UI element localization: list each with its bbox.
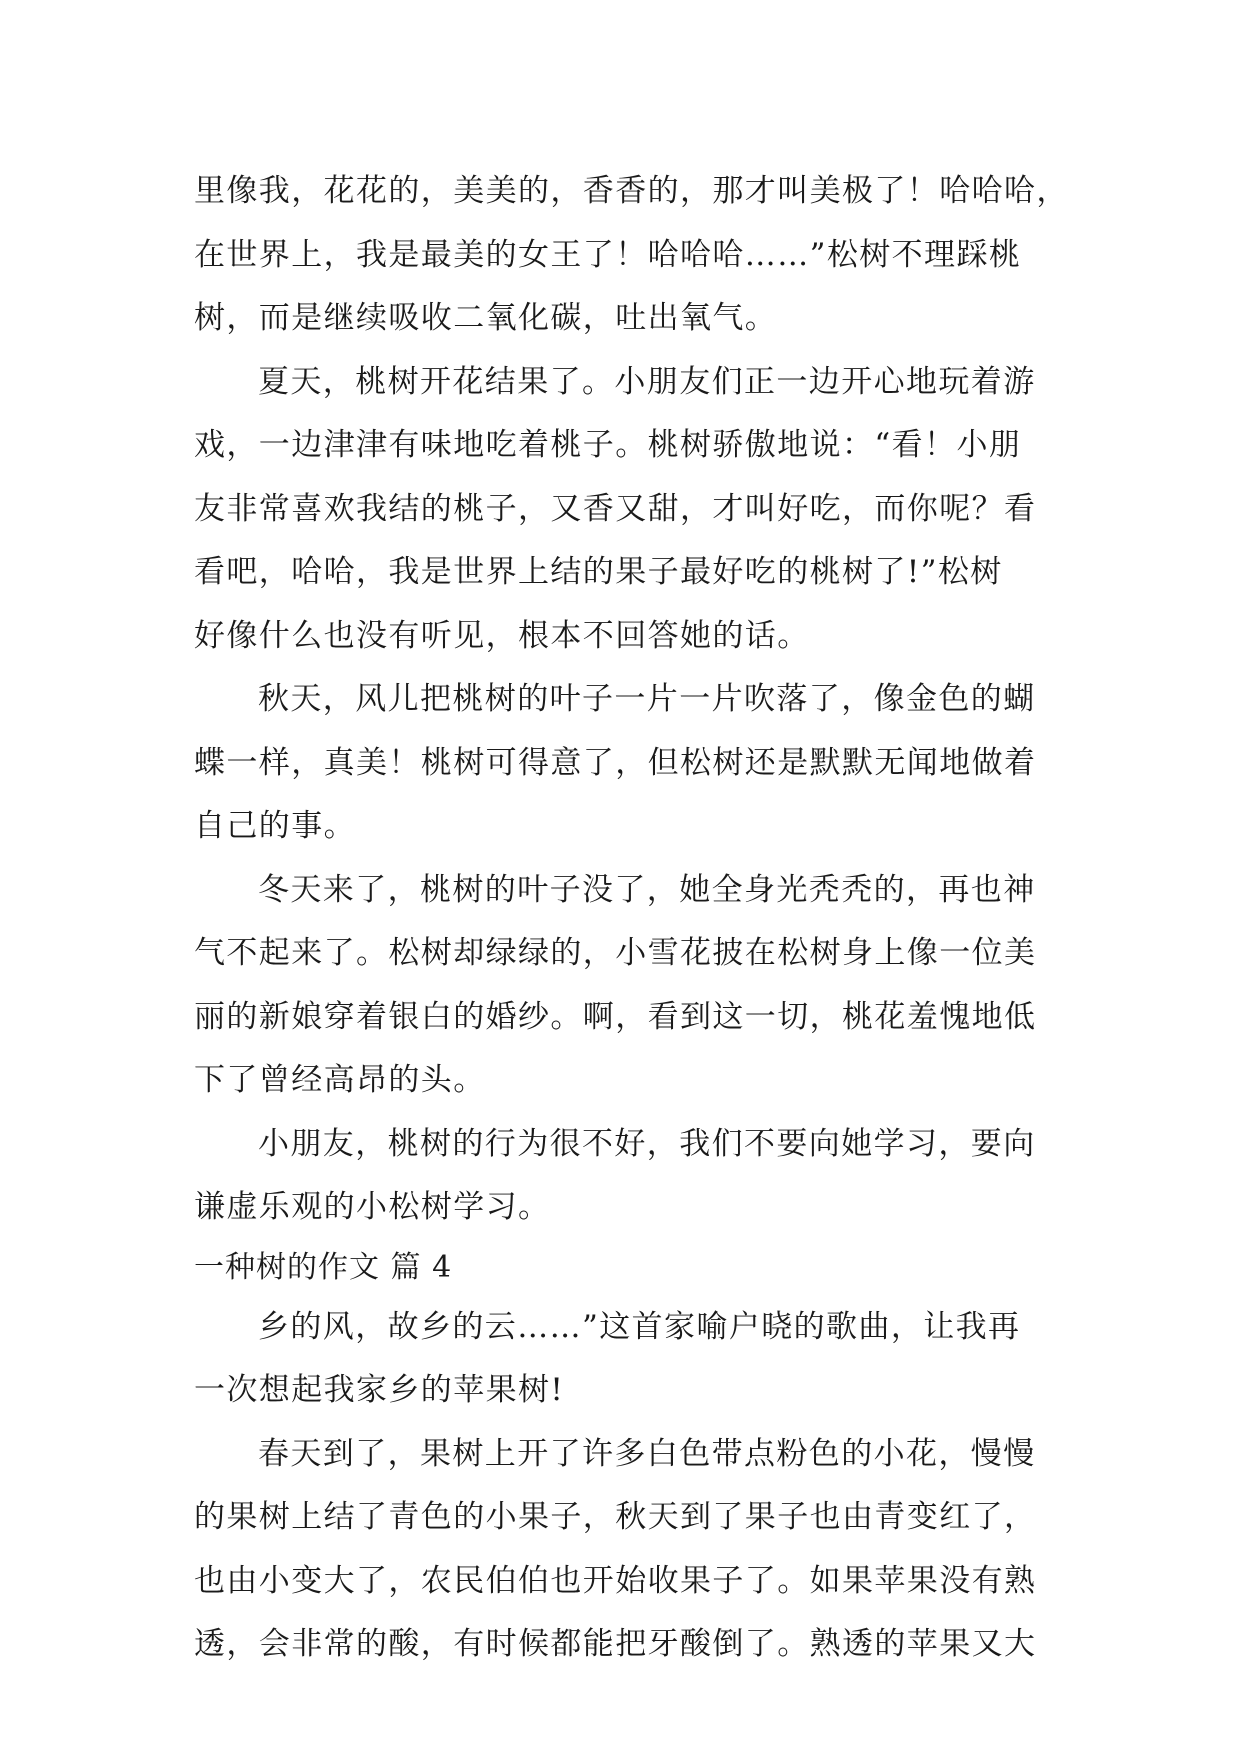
text-line: 友非常喜欢我结的桃子，又香又甜，才叫好吃，而你呢？看	[194, 490, 1037, 527]
text-line: 秋天，风儿把桃树的叶子一片一片吹落了，像金色的蝴	[258, 681, 1036, 717]
text-line: 夏天，桃树开花结果了。小朋友们正一边开心地玩着游	[258, 363, 1036, 400]
text-line: 丽的新娘穿着银白的婚纱。啊，看到这一切，桃花羞愧地低	[194, 998, 1037, 1035]
text-line: 春天到了，果树上开了许多白色带点粉色的小花，慢慢	[258, 1435, 1036, 1472]
text-line: 下了曾经高昂的头。	[194, 1062, 486, 1098]
text-line: 透，会非常的酸，有时候都能把牙酸倒了。熟透的苹果又大	[194, 1626, 1037, 1662]
text-line: 乡的风，故乡的云……”这首家喻户晓的歌曲，让我再	[258, 1308, 1021, 1345]
text-line: 冬天来了，桃树的叶子没了，她全身光秃秃的，再也神	[258, 871, 1036, 908]
text-line: 也由小变大了，农民伯伯也开始收果子了。如果苹果没有熟	[194, 1562, 1037, 1599]
text-line: 小朋友，桃树的行为很不好，我们不要向她学习，要向	[258, 1125, 1036, 1162]
text-line: 树，而是继续吸收二氧化碳，吐出氧气。	[194, 300, 778, 336]
text-line: 戏，一边津津有味地吃着桃子。桃树骄傲地说：“看！小朋	[194, 427, 1022, 463]
text-line: 看吧，哈哈，我是世界上结的果子最好吃的桃树了!”松树	[194, 554, 1003, 590]
text-line: 好像什么也没有听见，根本不回答她的话。	[194, 617, 810, 654]
section-heading: 一种树的作文 篇 4	[194, 1249, 453, 1285]
text-line: 的果树上结了青色的小果子，秋天到了果子也由青变红了，	[194, 1499, 1037, 1535]
section-1	[194, 160, 1069, 1240]
text-line: 在世界上，我是最美的女王了！哈哈哈……”松树不理踩桃	[194, 236, 1022, 273]
text-line: 自己的事。	[194, 808, 356, 844]
text-line: 里像我，花花的，美美的，香香的，那才叫美极了！哈哈哈，	[194, 173, 1069, 209]
section-2	[194, 1296, 1054, 1677]
document-page	[194, 160, 1069, 1677]
text-line: 蝶一样，真美！桃树可得意了，但松树还是默默无闻地做着	[194, 744, 1037, 781]
text-line: 气不起来了。松树却绿绿的，小雪花披在松树身上像一位美	[194, 935, 1037, 971]
text-line: 谦虚乐观的小松树学习。	[194, 1189, 551, 1225]
text-line: 一次想起我家乡的苹果树!	[194, 1372, 565, 1408]
